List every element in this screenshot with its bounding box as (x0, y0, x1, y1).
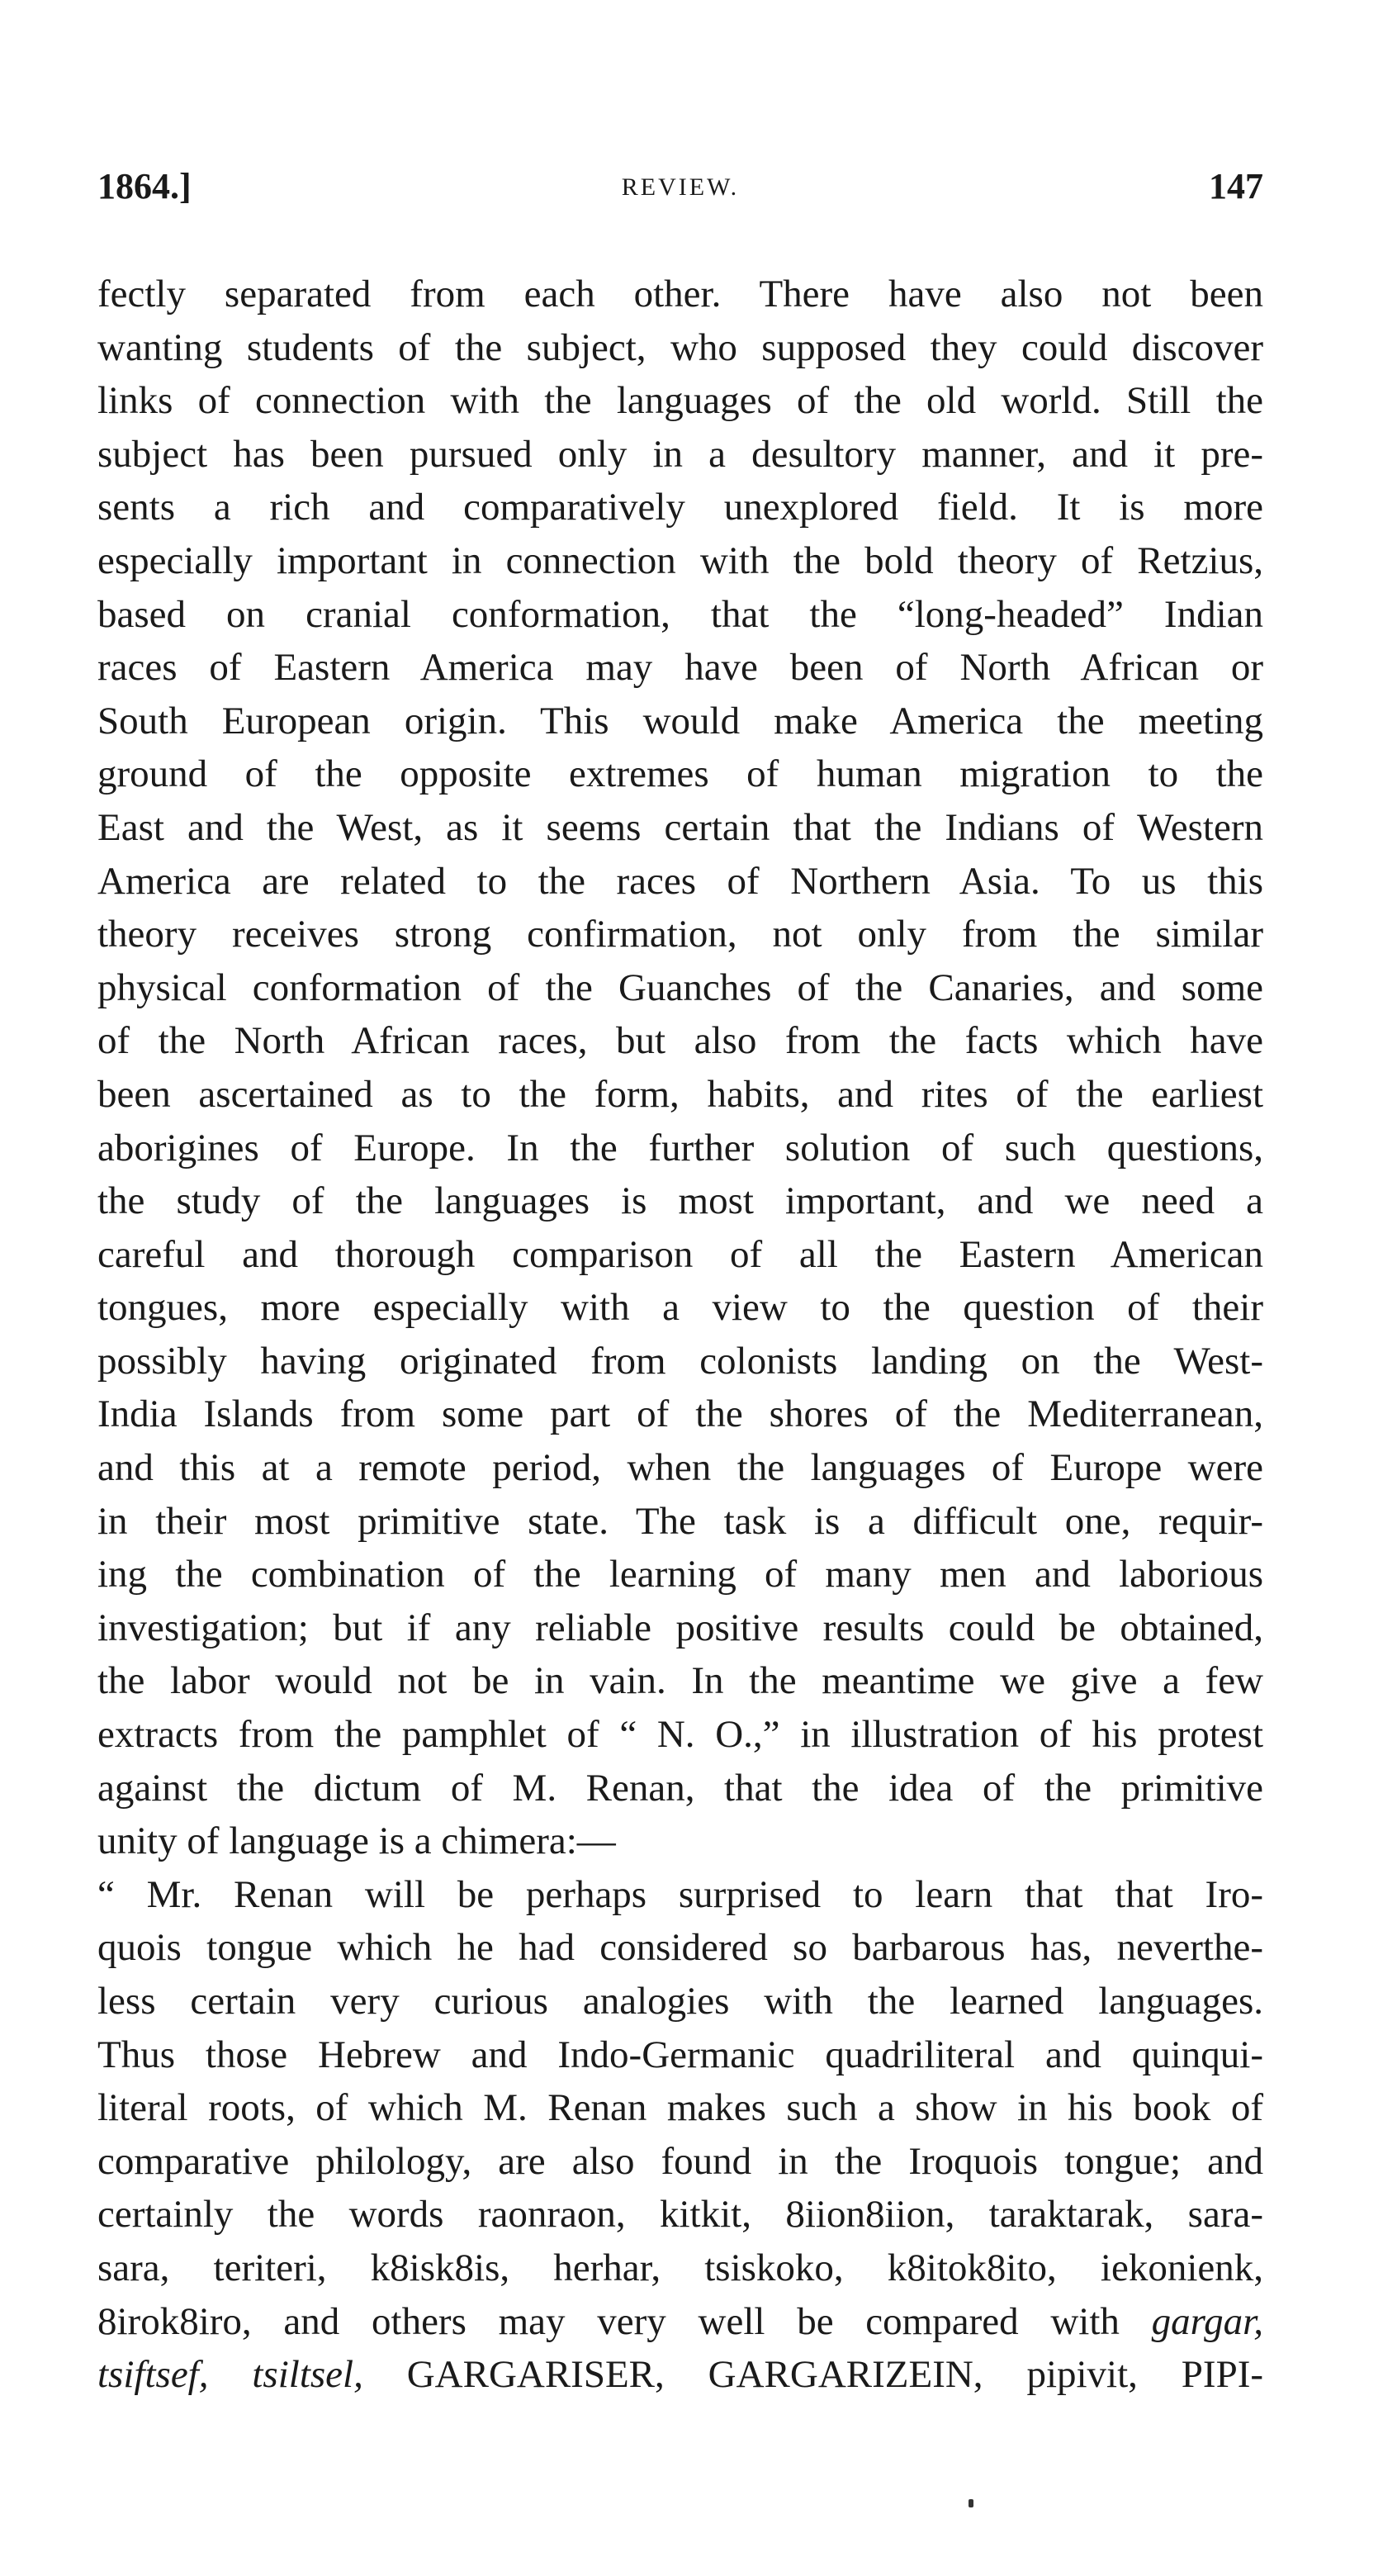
text-line: India Islands from some part of the shores of the Mediterranean, (97, 1392, 1263, 1436)
body-text (97, 268, 1263, 2402)
text-line: the study of the languages is most important, and we need a (97, 1179, 1263, 1223)
text-line: ground of the opposite extremes of human migration to the (97, 752, 1263, 796)
text-line: especially important in connection with the bold theory of Retzius, (97, 538, 1263, 582)
text-line: fectly separated from each other. There have also not been (97, 273, 1263, 315)
text-line: literal roots, of which M. Renan makes such a show in his book of (97, 2086, 1263, 2130)
header-year: 1864.] (97, 166, 192, 206)
text-line: and this at a remote period, when the languages of Europe were (97, 1446, 1263, 1490)
text-line: subject has been pursued only in a desultory manner, and it pre- (97, 432, 1263, 476)
text-line: America are related to the races of Northern Asia. To us this (97, 859, 1263, 903)
text-line: of the North African races, but also from the facts which have (97, 1019, 1263, 1063)
text-line: possibly having originated from colonists landing on the West- (97, 1339, 1263, 1383)
text-line: tongues, more especially with a view to the question of their (97, 1286, 1263, 1330)
text-line: investigation; but if any reliable positive results could be obtained, (97, 1606, 1263, 1649)
text-line: aborigines of Europe. In the further solution of such questions, (97, 1126, 1263, 1169)
text-line: careful and thorough comparison of all the Eastern American (97, 1232, 1263, 1276)
text-line: comparative philology, are also found in the Iroquois tongue; and (97, 2139, 1263, 2183)
text-line: wanting students of the subject, who supposed they could discover (97, 325, 1263, 369)
text-line: less certain very curious analogies with the learned languages. (97, 1980, 1263, 2023)
text-line: ing the combination of the learning of many men and laborious (97, 1553, 1263, 1596)
text-word: well (698, 2299, 765, 2343)
text-line (97, 2348, 1263, 2402)
text-word: 8irok8iro, (97, 2299, 252, 2343)
text-line: “ Mr. Renan will be perhaps surprised to learn that that Iro- (97, 1872, 1263, 1916)
text-line: against the dictum of M. Renan, that the idea of the primitive (97, 1766, 1263, 1810)
text-line: South European origin. This would make America the meeting (97, 699, 1263, 742)
text-line (97, 2295, 1263, 2349)
text-word: others (372, 2299, 467, 2343)
text-line: unity of language is a chimera:— (97, 1819, 616, 1863)
text-line: quois tongue which he had considered so barbarous has, neverthe- (97, 1926, 1263, 1970)
text-word: tsiltsel, (252, 2353, 363, 2397)
text-word: and (283, 2299, 340, 2343)
header-title: REVIEW. (621, 173, 740, 201)
text-line: theory receives strong confirmation, not only from the similar (97, 913, 1263, 956)
text-word: compared (865, 2299, 1019, 2343)
text-line: been ascertained as to the form, habits, and rites of the earliest (97, 1072, 1263, 1116)
page-number: 147 (1209, 166, 1263, 206)
text-line: extracts from the pamphlet of “ N. O.,” in illustration of his protest (97, 1713, 1263, 1757)
text-word: pipivit, (1026, 2353, 1138, 2397)
text-word: GARGARISER, (406, 2353, 665, 2397)
text-line: races of Eastern America may have been of North African or (97, 646, 1263, 690)
running-head (97, 165, 1263, 215)
text-line: based on cranial conformation, that the “long-headed” Indian (97, 592, 1263, 636)
text-line: in their most primitive state. The task is a difficult one, requir- (97, 1499, 1263, 1543)
text-word: very (597, 2299, 666, 2343)
text-word: GARGARIZEIN, (708, 2353, 983, 2397)
text-line: links of connection with the languages of the old world. Still the (97, 379, 1263, 423)
text-line: Thus those Hebrew and Indo-Germanic quadriliteral and quinqui- (97, 2033, 1263, 2076)
text-line: the labor would not be in vain. In the meantime we give a few (97, 1659, 1263, 1703)
text-line: sara, teriteri, k8isk8is, herhar, tsiskoko, k8itok8ito, iekonienk, (97, 2246, 1263, 2289)
text-line: East and the West, as it seems certain that the Indians of Western (97, 805, 1263, 849)
text-line: sents a rich and comparatively unexplored field. It is more (97, 486, 1263, 529)
ink-speck (969, 2499, 973, 2507)
text-line: physical conformation of the Guanches of the Canaries, and some (97, 965, 1263, 1009)
text-word: PIPI- (1181, 2353, 1264, 2397)
text-word: be (797, 2299, 834, 2343)
text-word: may (498, 2299, 566, 2343)
text-word: gargar, (1151, 2299, 1264, 2343)
text-word: tsiftsef, (97, 2353, 209, 2397)
text-line: certainly the words raonraon, kitkit, 8iion8iion, taraktarak, sara- (97, 2193, 1263, 2237)
text-word: with (1050, 2299, 1120, 2343)
